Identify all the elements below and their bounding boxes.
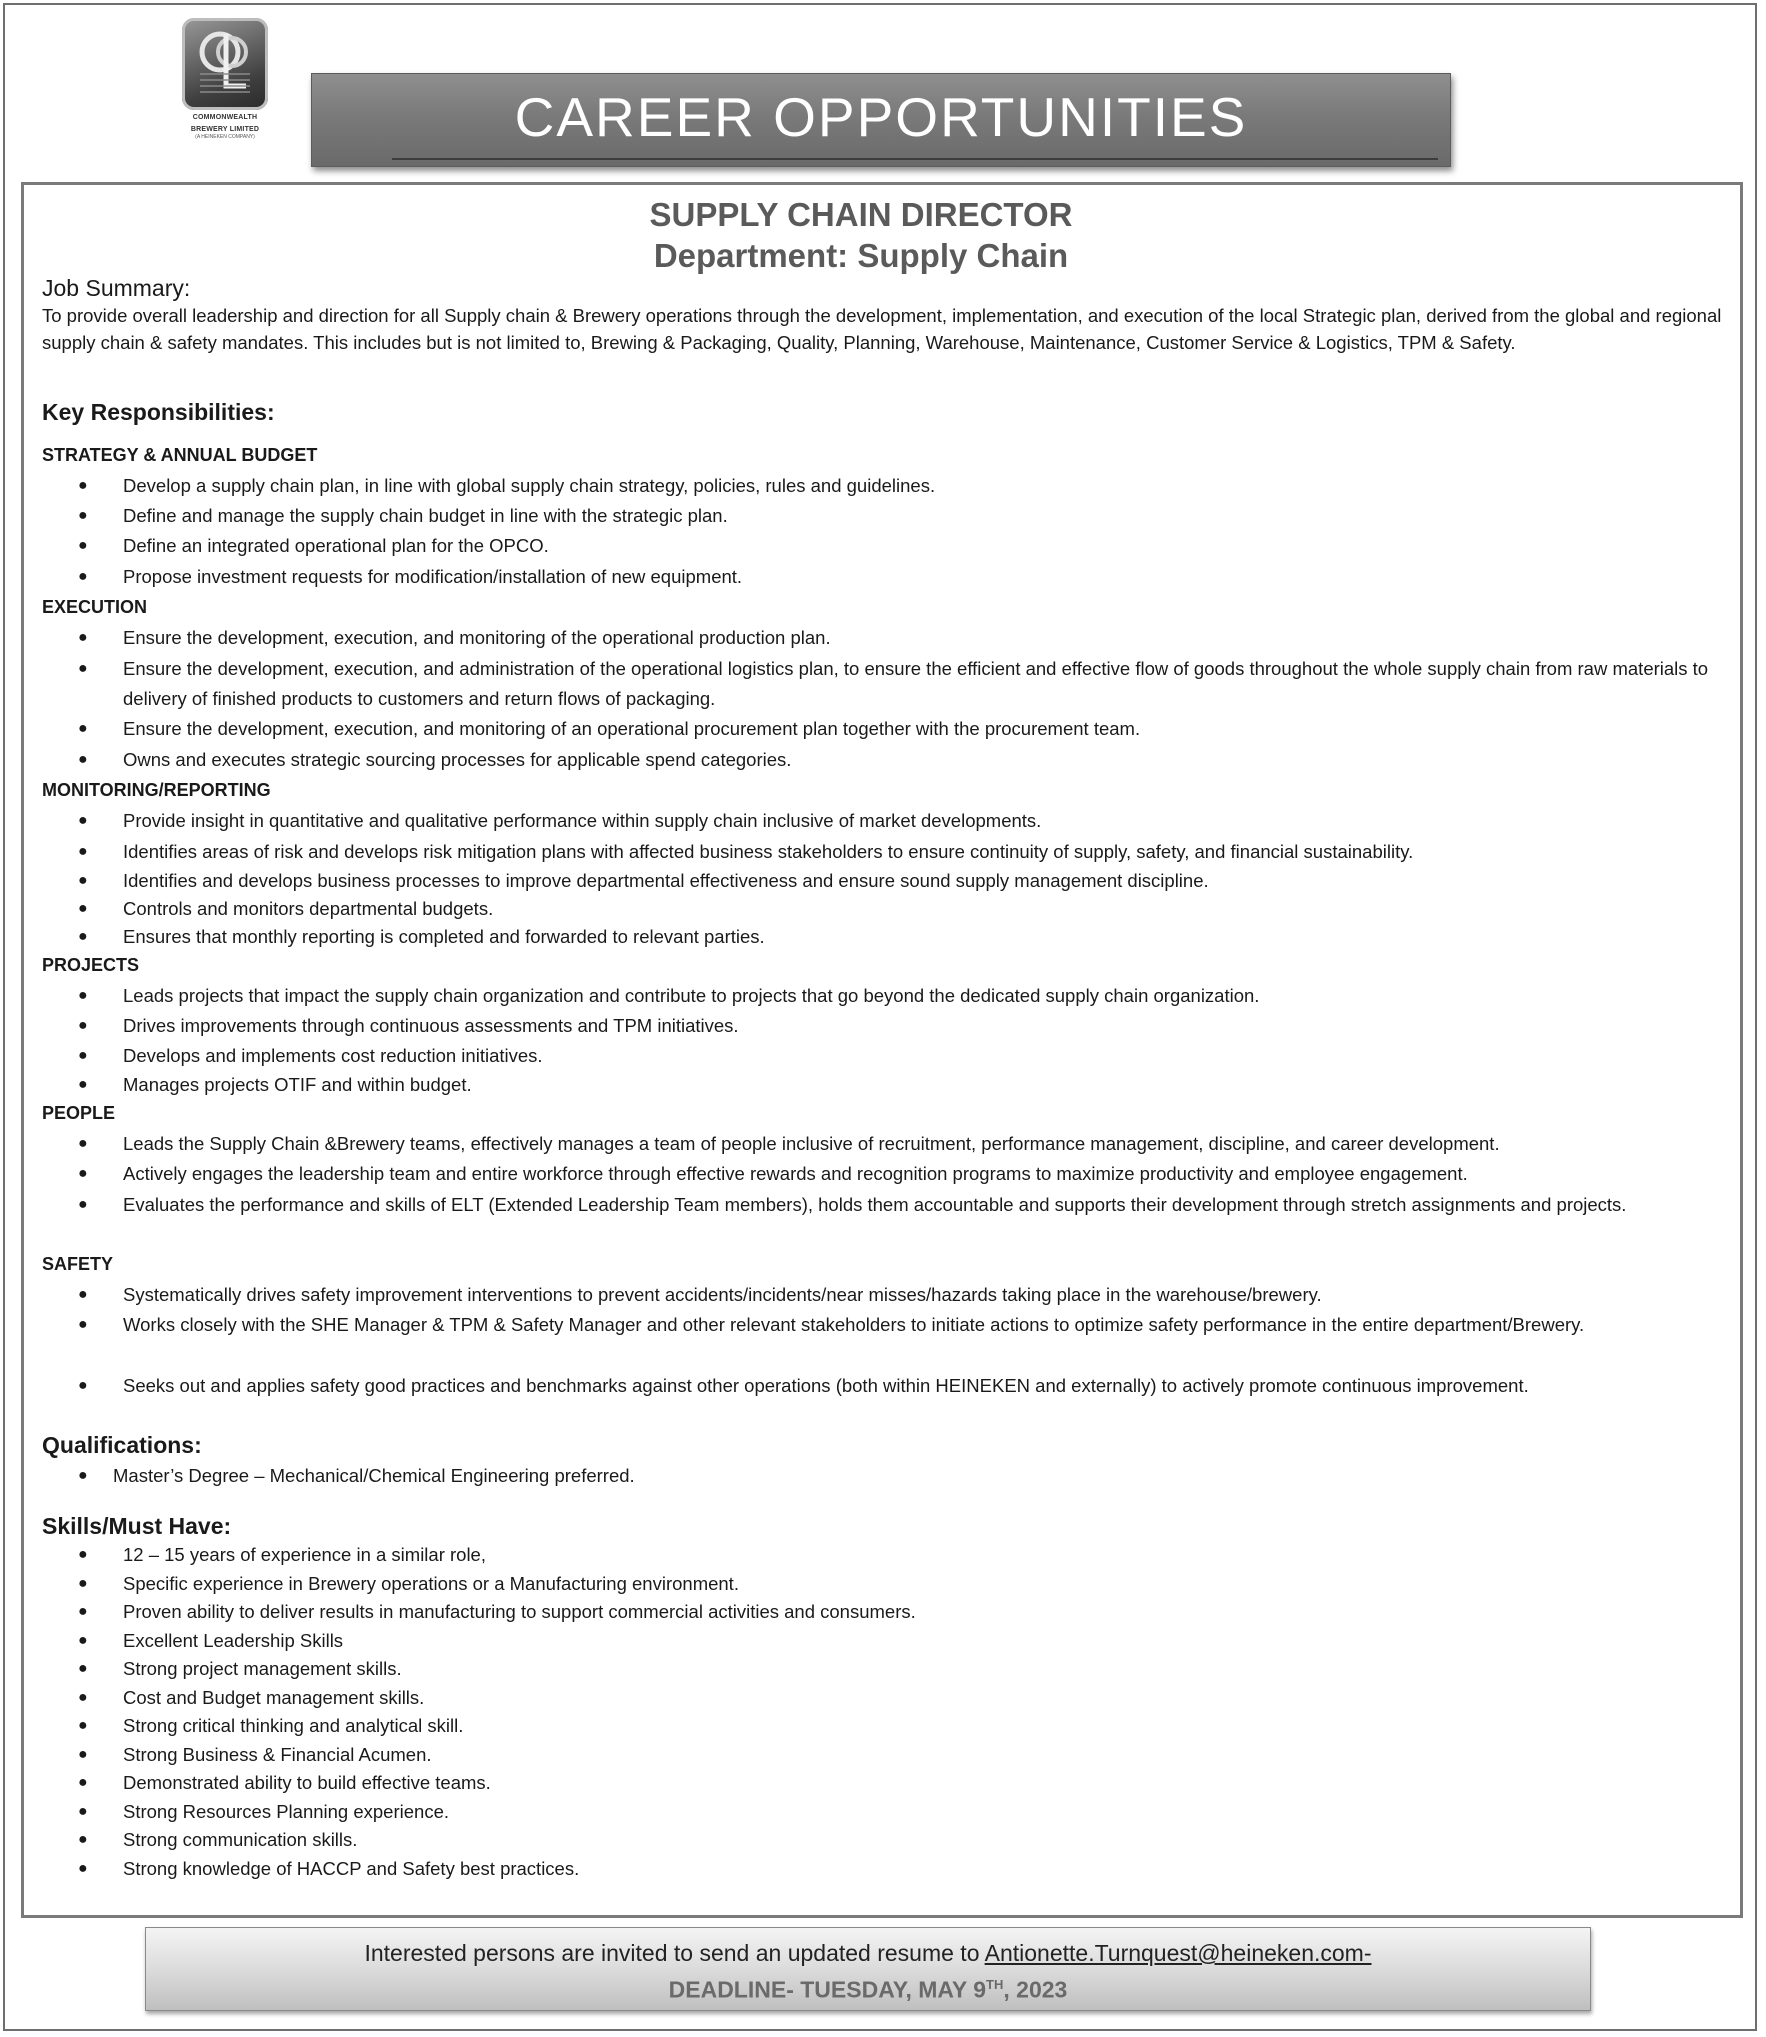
qualifications-heading: Qualifications: — [42, 1432, 202, 1458]
deadline-text — [146, 1970, 1590, 2005]
logo-name-line1: COMMONWEALTH — [192, 114, 258, 121]
invite-text: Interested persons are invited to send an updated resume to — [364, 1940, 985, 1966]
deadline-ordinal: TH — [986, 1977, 1004, 1992]
job-title: SUPPLY CHAIN DIRECTOR — [649, 196, 1073, 233]
deadline-suffix: , 2023 — [1003, 1976, 1068, 2003]
section-title-projects: PROJECTS — [42, 955, 140, 975]
banner-divider — [392, 158, 1438, 160]
header-banner — [311, 73, 1451, 167]
section-title-monitoring: MONITORING/REPORTING — [42, 780, 271, 800]
logo-name-line2: BREWERY LIMITED — [190, 126, 260, 133]
banner-title: CAREER OPPORTUNITIES — [514, 86, 1248, 148]
section-title-strategy: STRATEGY & ANNUAL BUDGET — [42, 445, 318, 465]
application-instructions — [146, 1938, 1590, 1968]
logo-emblem-icon — [182, 18, 268, 110]
contact-email-link[interactable]: Antionette.Turnquest@heineken.com- — [984, 1940, 1372, 1966]
company-logo — [182, 18, 268, 158]
section-title-safety: SAFETY — [42, 1254, 114, 1274]
application-footer — [145, 1927, 1591, 2011]
job-summary-heading: Job Summary: — [42, 275, 191, 301]
key-responsibilities-heading: Key Responsibilities: — [42, 399, 275, 425]
deadline-prefix: DEADLINE- TUESDAY, MAY 9 — [668, 1976, 987, 2003]
section-title-people: PEOPLE — [42, 1103, 116, 1123]
logo-subtitle: (A HEINEKEN COMPANY) — [195, 134, 255, 140]
job-summary-text: To provide overall leadership and direction for all Supply chain & Brewery operations through the development, implementation, and execution of the local Strategic plan, derived from the global and regional supply chain & safety mandates. This includes but is not limited to, Brewing & Packaging, Quality, Planning, Warehouse, Maintenance, Customer Service & Logistics, TPM & Safety. — [42, 305, 1722, 353]
skills-heading: Skills/Must Have: — [42, 1513, 232, 1539]
department-title: Department: Supply Chain — [653, 237, 1069, 274]
section-title-execution: EXECUTION — [42, 597, 148, 617]
